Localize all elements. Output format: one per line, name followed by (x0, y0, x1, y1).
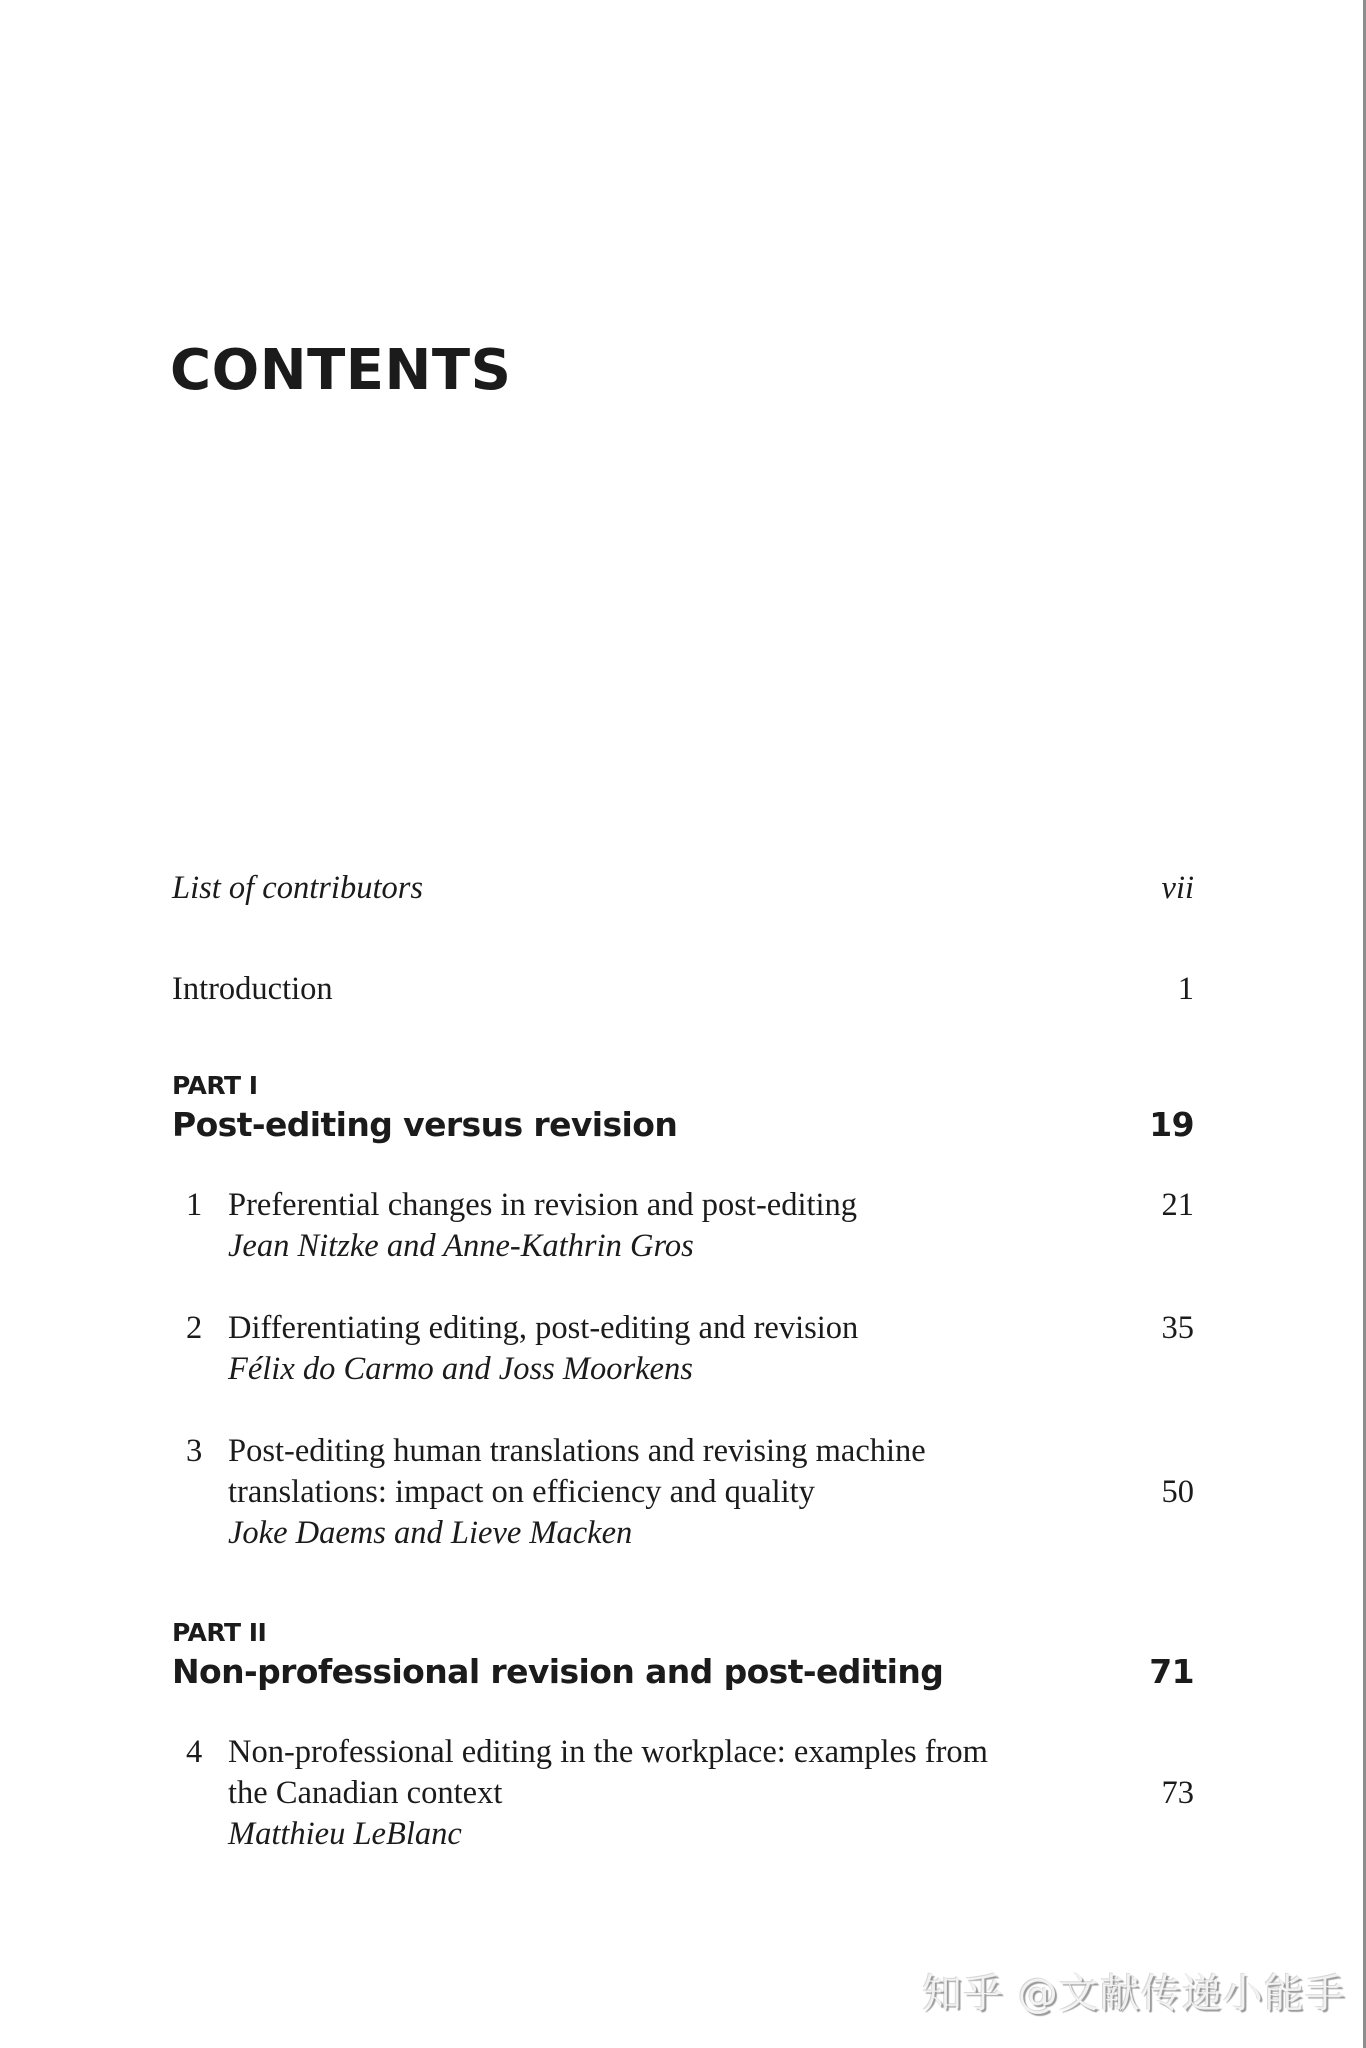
chapter-number: 4 (186, 1734, 203, 1770)
part-heading: Non-professional revision and post-editing (172, 1652, 944, 1691)
toc-entry-label: List of contributors (172, 870, 424, 906)
chapter-authors: Matthieu LeBlanc (228, 1816, 462, 1852)
chapter-title-line-1: Non-professional editing in the workplace: examples from (228, 1734, 988, 1770)
chapter-number: 1 (186, 1187, 203, 1223)
toc-entry-page: vii (1161, 870, 1194, 906)
chapter-page: 35 (1161, 1310, 1194, 1346)
chapter-authors: Félix do Carmo and Joss Moorkens (228, 1351, 693, 1387)
chapter-authors: Jean Nitzke and Anne-Kathrin Gros (228, 1228, 694, 1264)
chapter-number: 3 (186, 1433, 203, 1469)
chapter-page: 21 (1161, 1187, 1194, 1223)
chapter-page: 73 (1161, 1775, 1194, 1811)
part-label: PART I (172, 1071, 258, 1100)
chapter-title-line-2: translations: impact on efficiency and quality (228, 1474, 815, 1510)
chapter-title-line-1: Post-editing human translations and revising machine (228, 1433, 926, 1469)
part-page: 19 (1149, 1105, 1194, 1144)
part-heading: Post-editing versus revision (172, 1105, 678, 1144)
chapter-title-line-2: the Canadian context (228, 1775, 503, 1811)
chapter-number: 2 (186, 1310, 203, 1346)
chapter-title: Preferential changes in revision and post-editing (228, 1187, 858, 1223)
chapter-authors: Joke Daems and Lieve Macken (228, 1515, 633, 1551)
page-title: CONTENTS (170, 338, 512, 403)
part-page: 71 (1149, 1652, 1194, 1691)
toc-entry-page: 1 (1177, 971, 1194, 1007)
toc-entry-label: Introduction (172, 971, 333, 1007)
chapter-page: 50 (1161, 1474, 1194, 1510)
part-label: PART II (172, 1618, 267, 1647)
watermark: 知乎 @文献传递小能手 (922, 1971, 1346, 2017)
chapter-title: Differentiating editing, post-editing and revision (228, 1310, 859, 1346)
